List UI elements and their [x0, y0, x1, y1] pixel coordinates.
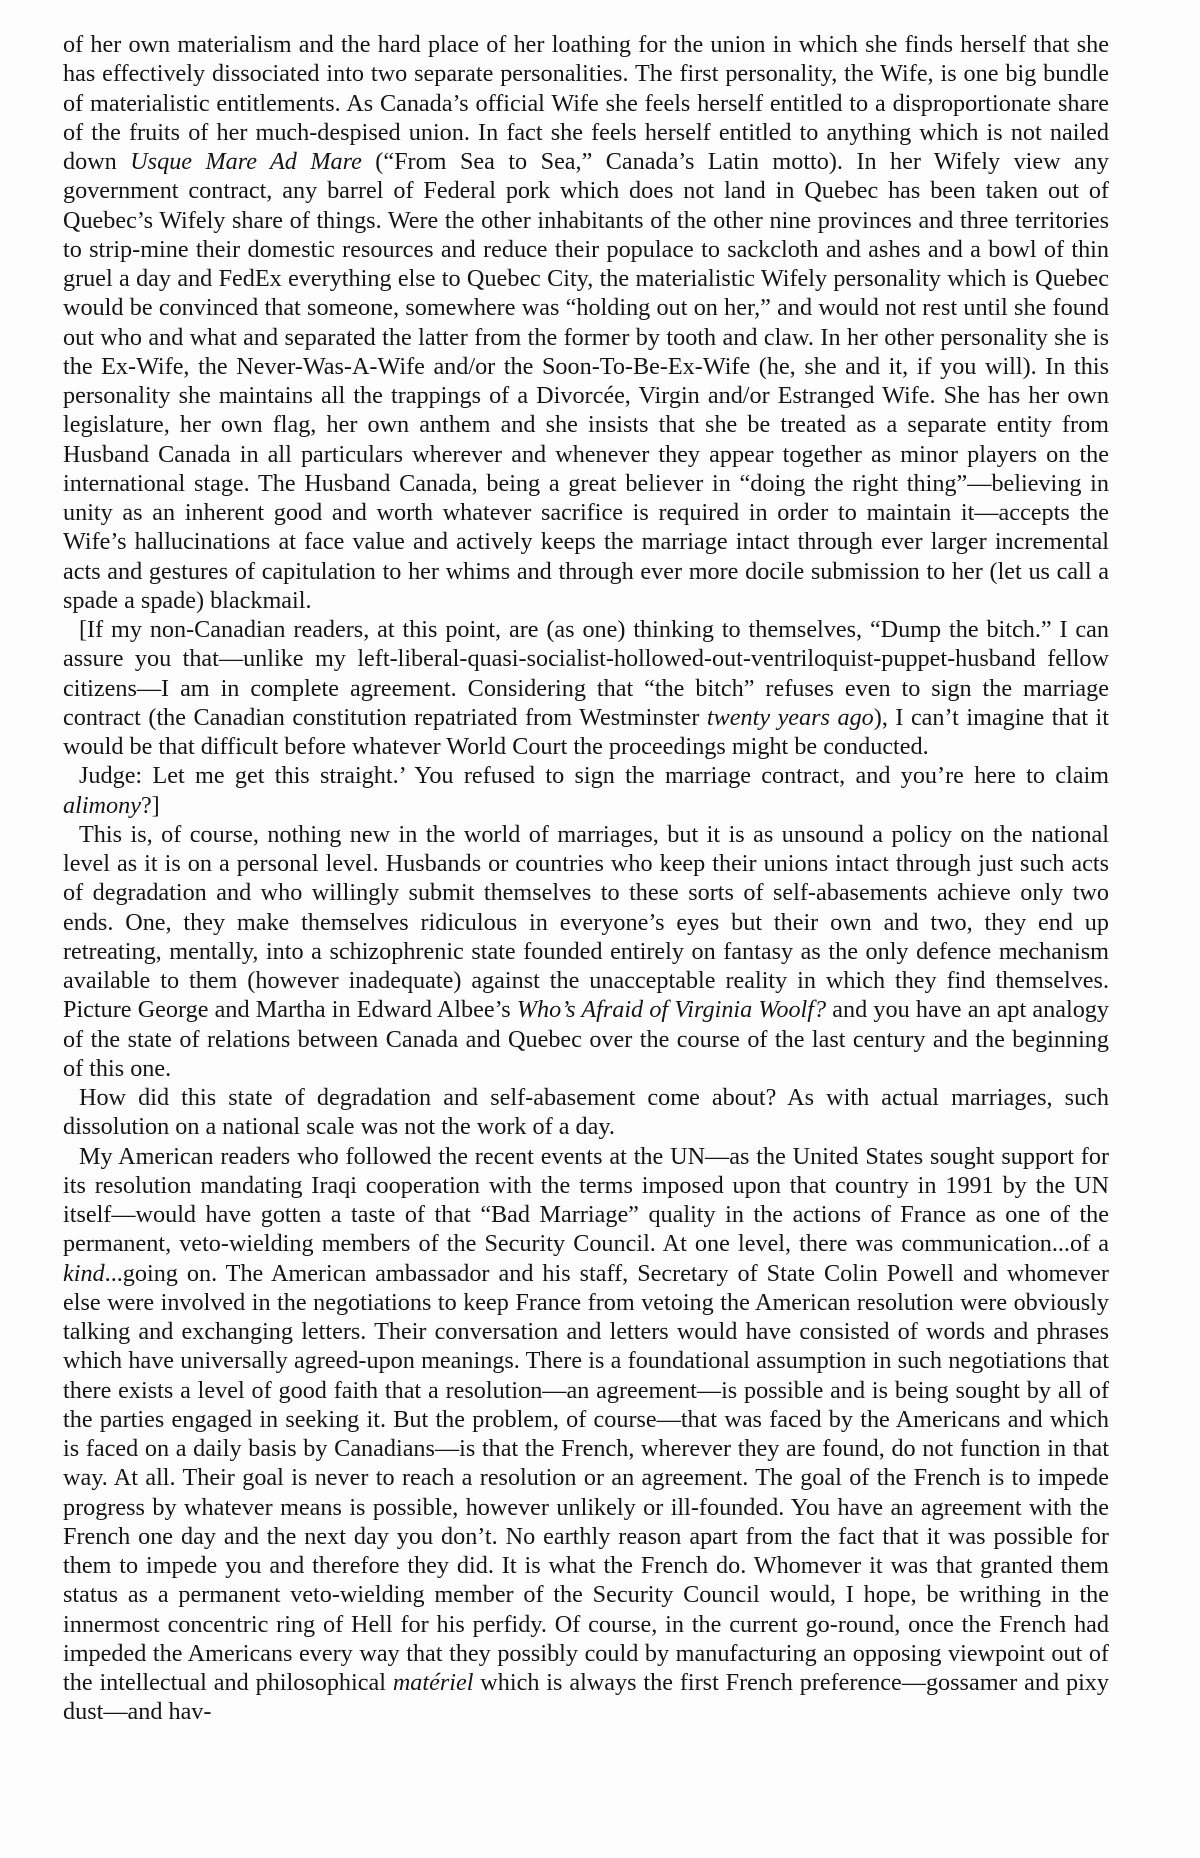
- body-paragraph: [63, 615, 1109, 761]
- body-paragraph: [63, 1083, 1109, 1142]
- italic-text: kind: [63, 1259, 105, 1287]
- paragraph-text: ), I can’t imagine that it would be that difficult before whatever World Court the proceedings might be conducted.: [63, 703, 1109, 760]
- paragraph-text: (“From Sea to Sea,” Canada’s Latin motto). In her Wifely view any government contract, any barrel of Federal pork which does not land in Quebec has been taken out of Quebec’s Wifely share of things. Were the other inhabitants of the other nine provinces and three territories to strip-mine their domestic resources and reduce their populace to sackcloth and ashes and a bowl of thin gruel a day and FedEx everything else to Quebec City, the materialistic Wifely personality which is Quebec would be convinced that someone, somewhere was “holding out on her,” and would not rest until she found out who and what and separated the latter from the former by tooth and claw. In her other personality she is the Ex-Wife, the Never-Was-A-Wife and/or the Soon-To-Be-Ex-Wife (he, she and it, if you will). In this personality she maintains all the trappings of a Divorcée, Virgin and/or Estranged Wife. She has her own legislature, her own flag, her own anthem and she insists that she be treated as a separate entity from Husband Canada in all particulars wherever and whenever they appear together as minor players on the international stage. The Husband Canada, being a great believer in “doing the right thing”—believing in unity as an inherent good and worth whatever sacrifice is required in order to maintain it—accepts the Wife’s hallucinations at face value and actively keeps the marriage intact through ever larger incremental acts and gestures of capitulation to her whims and through ever more docile submission to her (let us call a spade a spade) blackmail.: [63, 148, 1109, 614]
- document-page: [63, 30, 1109, 1840]
- italic-text: Who’s Afraid of Virginia Woolf?: [516, 996, 827, 1024]
- italic-text: Usque Mare Ad Mare: [130, 148, 362, 175]
- italic-text: alimony: [63, 791, 141, 819]
- italic-text: twenty years ago: [706, 703, 874, 731]
- paragraph-text: Judge: Let me get this straight.’ You refused to sign the marriage contract, and you’re here to claim: [79, 762, 1109, 790]
- paragraph-text: which is always the first French preference—gossamer and pixy dust—and hav-: [63, 1669, 1109, 1726]
- body-paragraph: [63, 820, 1109, 1083]
- paragraph-text: [If my non-Canadian readers, at this point, are (as one) thinking to themselves, “Dump the bitch.” I can assure you that—unlike my left-liberal-quasi-socialist-hollowed-out-ventriloquist-puppet-husband fellow citizens—I am in complete agreement. Considering that “the bitch” refuses even to sign the marriage contract (the Canadian constitution repatriated from Westminster: [63, 616, 1109, 731]
- body-paragraph: [63, 30, 1109, 615]
- paragraph-text: and you have an apt analogy of the state of relations between Canada and Quebec over the course of the last century and the beginning of this one.: [63, 996, 1109, 1082]
- paragraph-text: ?]: [140, 791, 160, 819]
- body-paragraph: [63, 761, 1109, 820]
- paragraph-text: of her own materialism and the hard place of her loathing for the union in which she finds herself that she has effectively dissociated into two separate personalities. The first personality, the Wife, is one big bundle of materialistic entitlements. As Canada’s official Wife she feels herself entitled to a disproportionate share of the fruits of her much-despised union. In fact she feels herself entitled to anything which is not nailed down: [63, 31, 1109, 175]
- paragraph-text: My American readers who followed the recent events at the UN—as the United States sought support for its resolution mandating Iraqi cooperation with the terms imposed upon that country in 1991 by the UN itself—would have gotten a taste of that “Bad Marriage” quality in the actions of France as one of the permanent, veto-wielding members of the Security Council. At one level, there was communication...of a: [63, 1142, 1109, 1258]
- paragraph-text: This is, of course, nothing new in the world of marriages, but it is as unsound a policy on the national level as it is on a personal level. Husbands or countries who keep their unions intact through just such acts of degradation and who willingly submit themselves to these sorts of self-abasements achieve only two ends. One, they make themselves ridiculous in everyone’s eyes but their own and two, they end up retreating, mentally, into a schizophrenic state founded entirely on fantasy as the only defence mechanism available to them (however inadequate) against the unacceptable reality in which they find themselves. Picture George and Martha in Edward Albee’s: [63, 820, 1109, 1024]
- paragraph-text: How did this state of degradation and self-abasement come about? As with actual marriages, such dissolution on a national scale was not the work of a day.: [63, 1084, 1109, 1141]
- italic-text: matériel: [392, 1669, 474, 1696]
- paragraph-text: ...going on. The American ambassador and his staff, Secretary of State Colin Powell and whomever else were involved in the negotiations to keep France from vetoing the American resolution were obviously talking and exchanging letters. Their conversation and letters would have consisted of words and phrases which have universally agreed-upon meanings. There is a foundational assumption in such negotiations that there exists a level of good faith that a resolution—an agreement—is possible and is being sought by all of the parties engaged in seeking it. But the problem, of course—that was faced by the Americans and which is faced on a daily basis by Canadians—is that the French, wherever they are found, do not function in that way. At all. Their goal is never to reach a resolution or an agreement. The goal of the French is to impede progress by whatever means is possible, however unlikely or ill-founded. You have an agreement with the French one day and the next day you don’t. No earthly reason apart from the fact that it was possible for them to impede you and therefore they did. It is what the French do. Whomever it was that granted them status as a permanent veto-wielding member of the Security Council would, I hope, be writhing in the innermost concentric ring of Hell for his perfidy. Of course, in the current go-round, once the French had impeded the Americans every way that they possibly could by manufacturing an opposing viewpoint out of the intellectual and philosophical: [63, 1259, 1109, 1696]
- body-paragraph: [63, 1142, 1109, 1727]
